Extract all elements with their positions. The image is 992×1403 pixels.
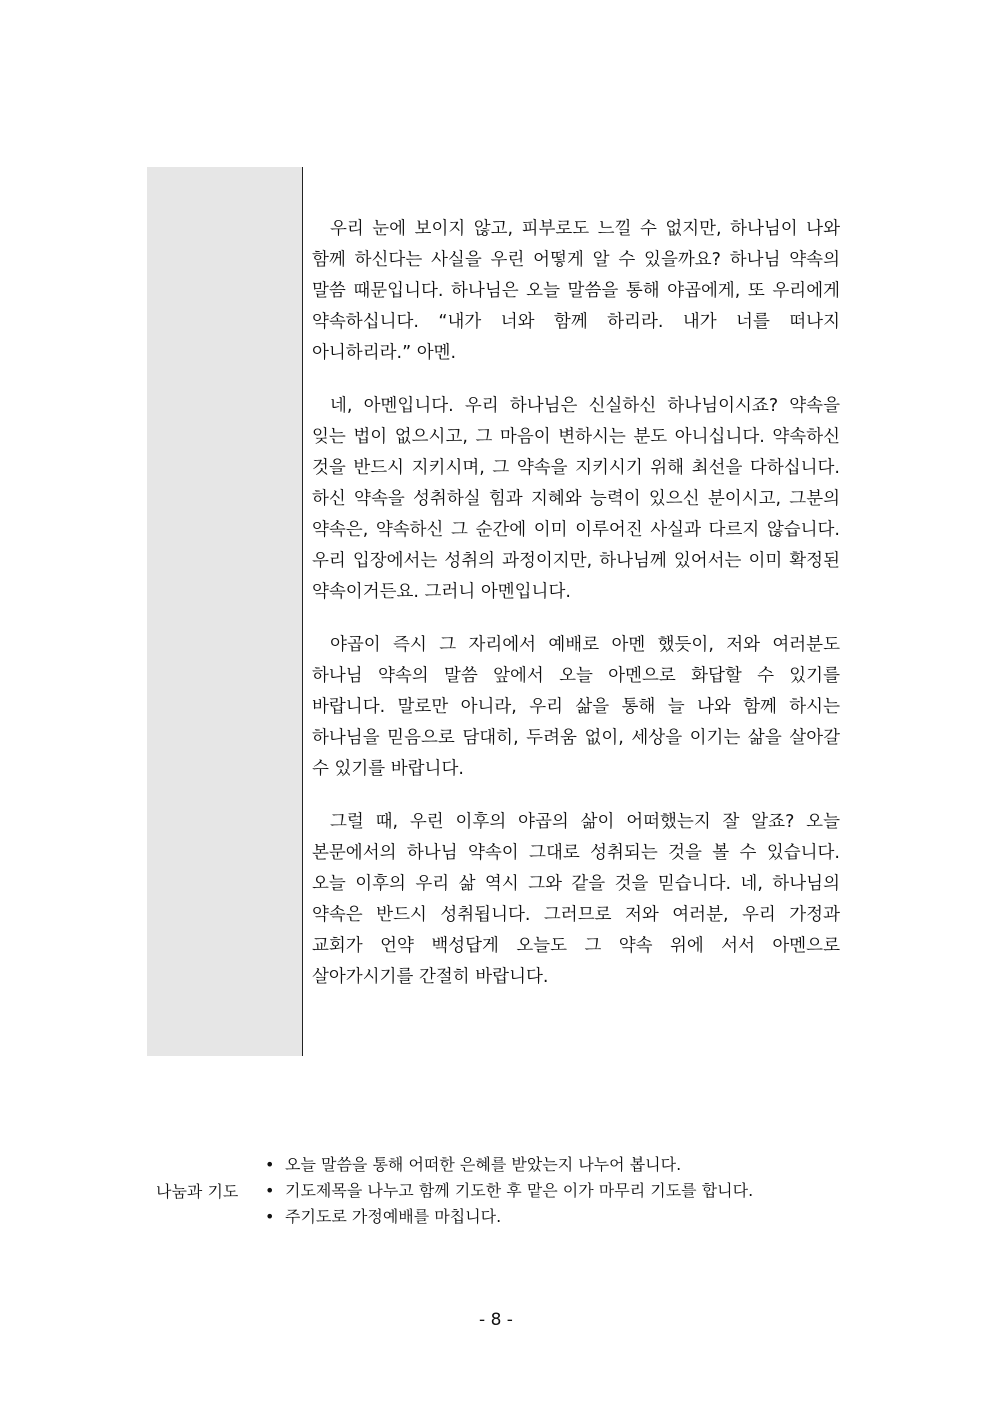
sharing-list xyxy=(265,1152,753,1230)
bullet-icon: • xyxy=(265,1181,275,1200)
bullet-icon: • xyxy=(265,1155,275,1174)
column-divider xyxy=(302,167,303,1056)
sermon-body xyxy=(312,214,840,1015)
sharing-item xyxy=(265,1152,753,1178)
sharing-item-text: 주기도로 가정예배를 마칩니다. xyxy=(285,1207,502,1226)
sharing-item-text: 오늘 말씀을 통해 어떠한 은혜를 받았는지 나누어 봅니다. xyxy=(285,1155,682,1174)
sermon-paragraph-4: 그럴 때, 우린 이후의 야곱의 삶이 어떠했는지 잘 알죠? 오늘 본문에서의 하나님 약속이 그대로 성취되는 것을 볼 수 있습니다. 오늘 이후의 우리 삶 역시 그와 같을 것을 믿습니다. 네, 하나님의 약속은 반드시 성취됩니다. 그러므로 저와 여러분, 우리 가정과 교회가 언약 백성답게 오늘도 그 약속 위에 서서 아멘으로 살아가시기를 간절히 바랍니다. xyxy=(312,812,840,987)
sermon-paragraph-2: 네, 아멘입니다. 우리 하나님은 신실하신 하나님이시죠? 약속을 잊는 법이 없으시고, 그 마음이 변하시는 분도 아니십니다. 약속하신 것을 반드시 지키시며, 그 약속을 지키시기 위해 최선을 다하십니다. 하신 약속을 성취하실 힘과 지혜와 능력이 있으신 분이시고, 그분의 약속은, 약속하신 그 순간에 이미 이루어진 사실과 다르지 않습니다. 우리 입장에서는 성취의 과정이지만, 하나님께 있어서는 이미 확정된 약속이거든요. 그러니 아멘입니다. xyxy=(312,396,840,602)
page-number: - 8 - xyxy=(479,1310,513,1330)
side-margin-panel xyxy=(147,167,302,1056)
sharing-item xyxy=(265,1204,753,1230)
sharing-item-text: 기도제목을 나누고 함께 기도한 후 맡은 이가 마무리 기도를 합니다. xyxy=(285,1181,754,1200)
sermon-paragraph-3: 야곱이 즉시 그 자리에서 예배로 아멘 했듯이, 저와 여러분도 하나님 약속의 말씀 앞에서 오늘 아멘으로 화답할 수 있기를 바랍니다. 말로만 아니라, 우리 삶을 통해 늘 나와 함께 하시는 하나님을 믿음으로 담대히, 두려움 없이, 세상을 이기는 삶을 살아갈 수 있기를 바랍니다. xyxy=(312,635,840,779)
sharing-label: 나눔과 기도 xyxy=(156,1182,239,1201)
sermon-paragraph-1: 우리 눈에 보이지 않고, 피부로도 느낄 수 없지만, 하나님이 나와 함께 하신다는 사실을 우린 어떻게 알 수 있을까요? 하나님 약속의 말씀 때문입니다. 하나님은 오늘 말씀을 통해 야곱에게, 또 우리에게 약속하십니다. “내가 너와 함께 하리라. 내가 너를 떠나지 아니하리라.” 아멘. xyxy=(312,219,840,363)
sharing-item xyxy=(265,1178,753,1204)
bullet-icon: • xyxy=(265,1207,275,1226)
